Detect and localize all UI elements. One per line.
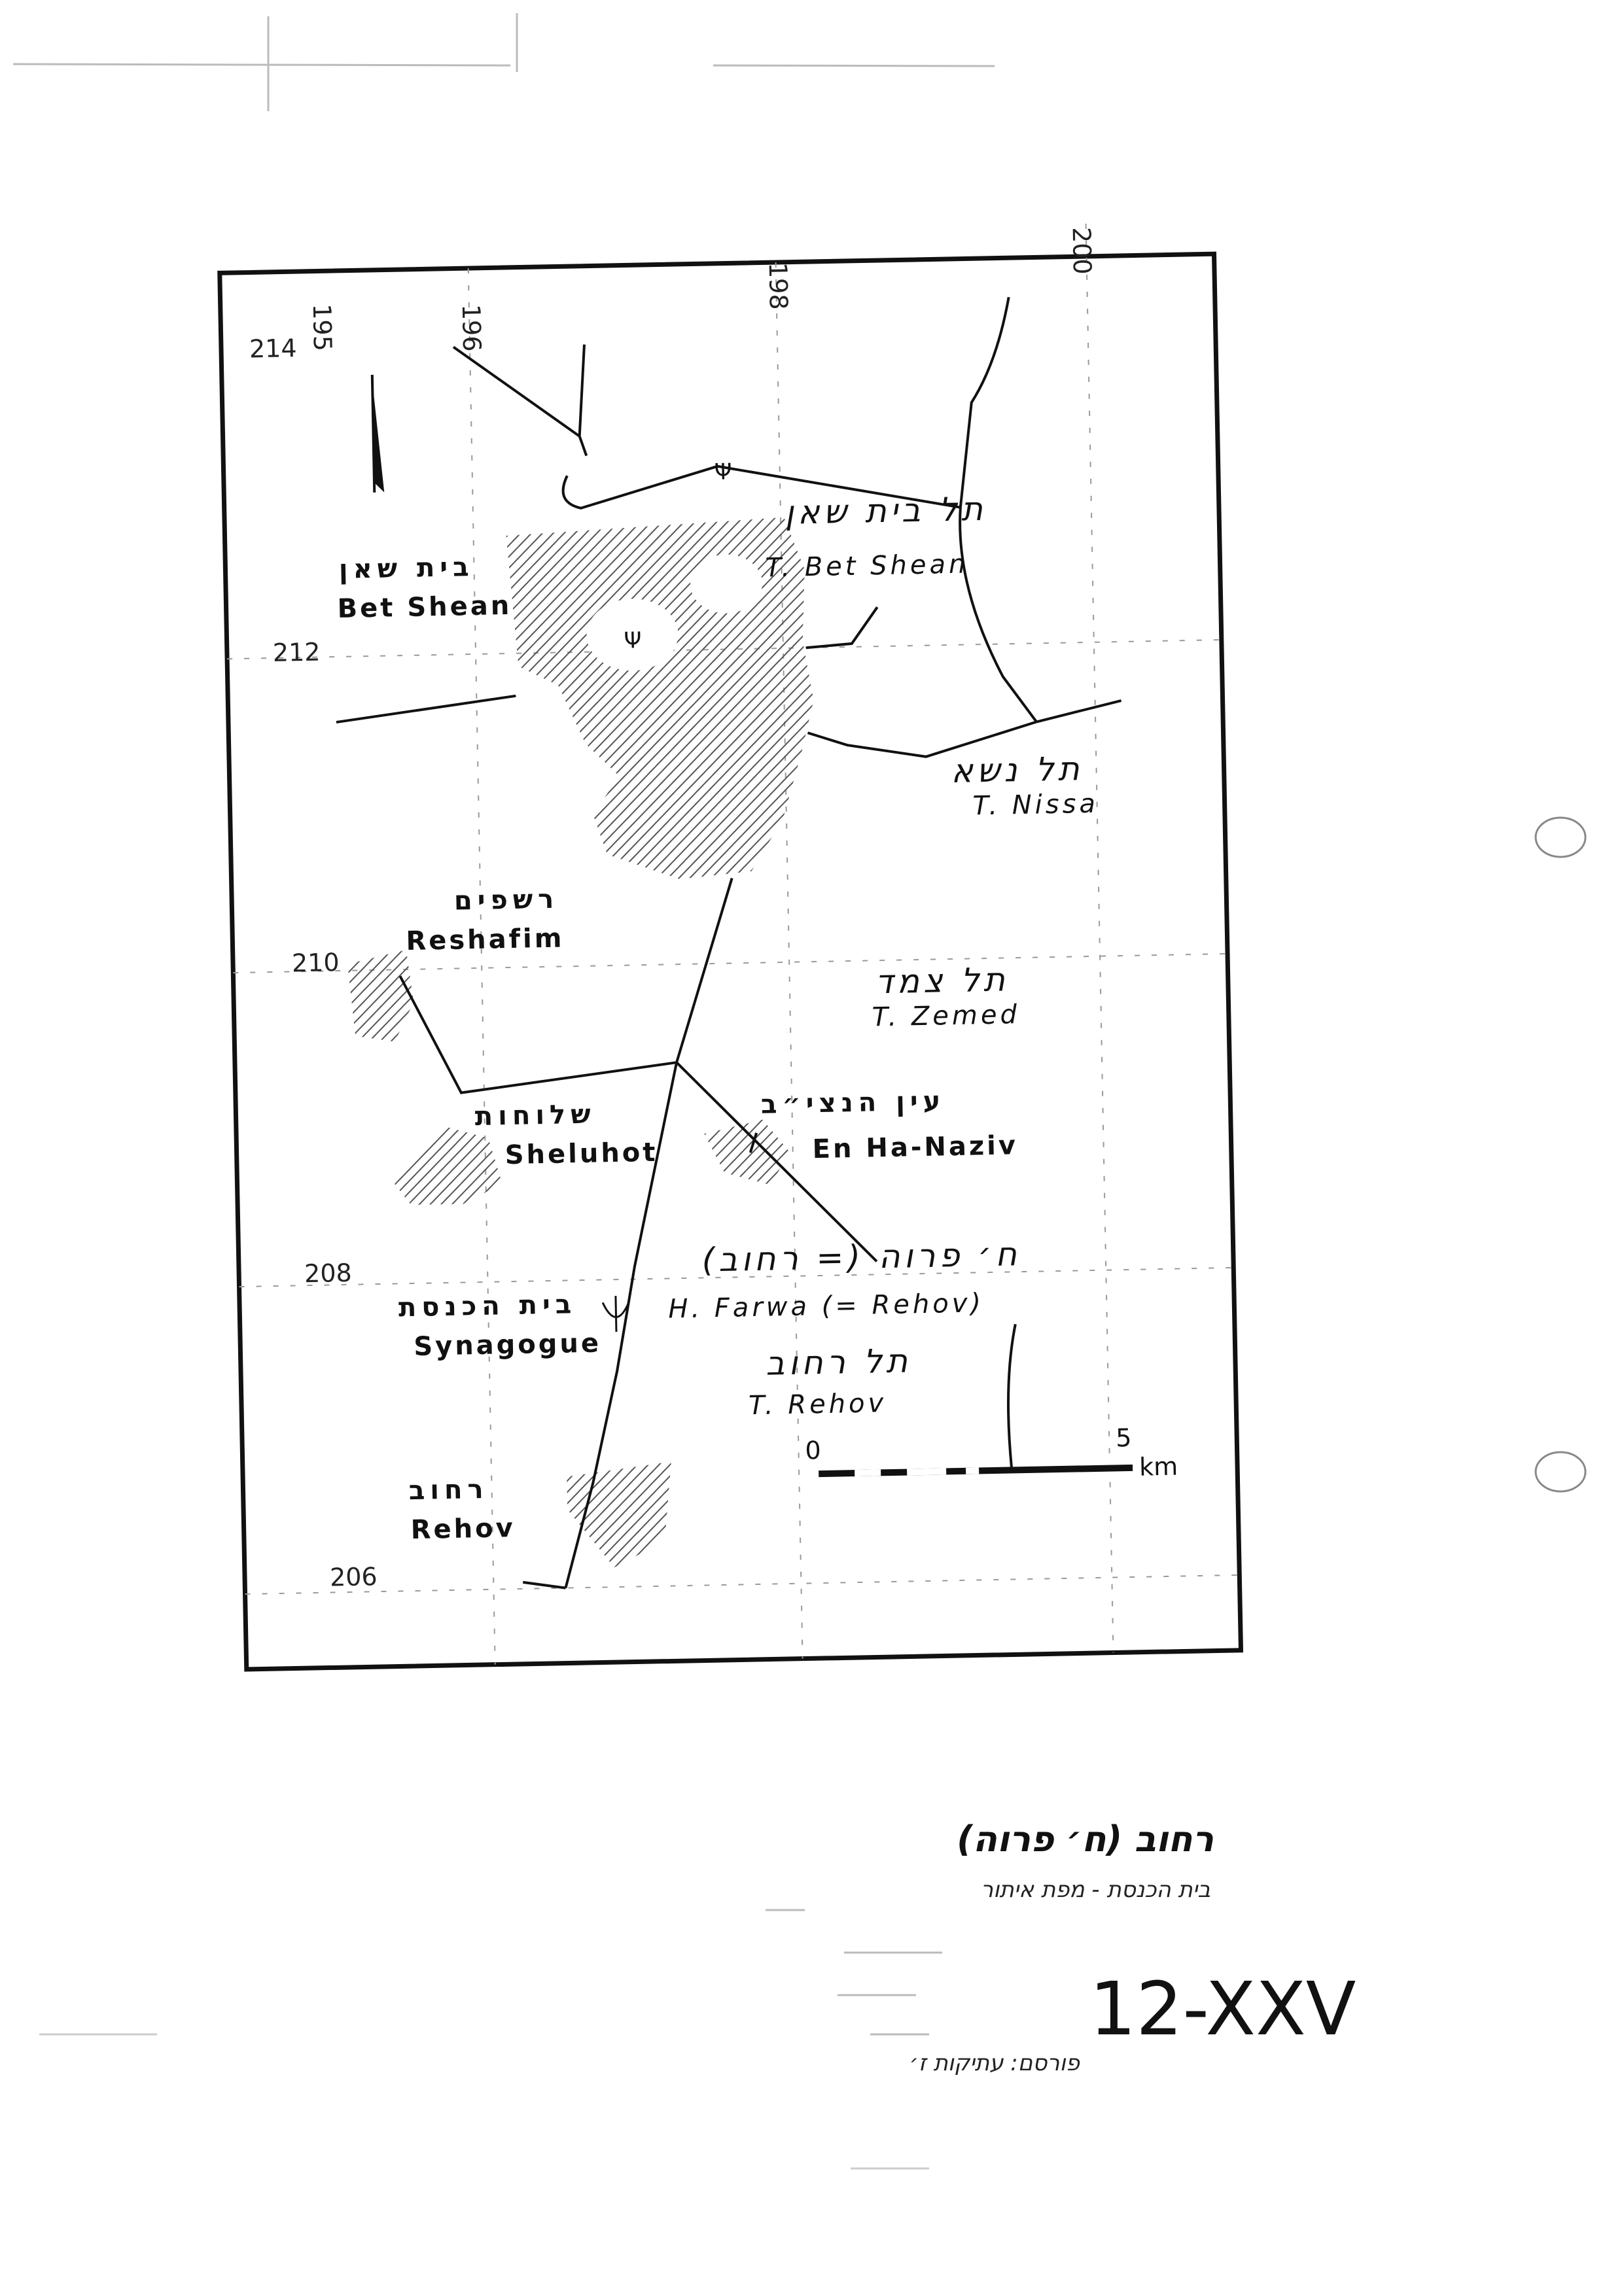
- grid-x-195: 195: [307, 303, 338, 352]
- tell-rehov-label-he: תל רחוב: [765, 1342, 912, 1383]
- caption-title: רחוב (ח׳ פרוה): [957, 1818, 1214, 1860]
- synagogue-label-en: Synagogue: [413, 1328, 602, 1362]
- tell-bet-shean-label-en: T. Bet Shean: [765, 549, 969, 583]
- en-ha-naziv-label-en: En Ha-Naziv: [812, 1130, 1019, 1165]
- punch-hole: [1536, 818, 1585, 857]
- reshafim-label-he: רשפים: [453, 884, 559, 916]
- grid-y-210: 210: [291, 948, 340, 978]
- sheluhot-label-he: שלוחות: [474, 1099, 597, 1132]
- sheluhot-area: [390, 1124, 503, 1205]
- en-ha-naziv-area: [704, 1119, 790, 1186]
- grid-y-208: 208: [304, 1258, 353, 1289]
- antiquity-symbol-icon: Ψ: [714, 459, 732, 485]
- grid-y-206: 206: [329, 1562, 378, 1592]
- caption-code: 12-XXV: [1089, 1967, 1356, 2052]
- tell-zemed-label-en: T. Zemed: [872, 1000, 1021, 1033]
- reshafim-area: [347, 950, 415, 1043]
- scale-bar: [805, 1423, 1178, 1488]
- antiquity-symbol-icon: Ψ: [624, 627, 642, 654]
- grid-x-200: 200: [1067, 226, 1097, 275]
- synagogue-label-he: בית הכנסת: [398, 1289, 577, 1323]
- archive-caption: [39, 1818, 1356, 2168]
- rehov-area: [567, 1461, 673, 1568]
- tell-nissa-label-en: T. Nissa: [972, 788, 1099, 822]
- grid-x-196: 196: [456, 304, 487, 352]
- scale-end: 5: [1115, 1423, 1132, 1453]
- scale-start: 0: [805, 1436, 822, 1465]
- tell-zemed-label-he: תל צמד: [875, 960, 1010, 1001]
- grid-x-198: 198: [763, 262, 794, 310]
- en-ha-naziv-label-he: עין הנצי״ב: [760, 1086, 946, 1120]
- bet-shean-label-he: בית שאן: [338, 551, 474, 585]
- tell-nissa-label-he: תל נשא: [951, 750, 1084, 791]
- scan-artifacts: [13, 13, 995, 111]
- scale-unit: km: [1139, 1452, 1178, 1482]
- map-frame-group: [219, 221, 1241, 1669]
- tell-farwa-label-en: H. Farwa (= Rehov): [667, 1288, 985, 1325]
- rehov-label-en: Rehov: [410, 1513, 516, 1546]
- tell-bet-shean-label-he: תל בית שאן: [784, 489, 987, 532]
- sheluhot-label-en: Sheluhot: [504, 1137, 658, 1171]
- rehov-label-he: רחוב: [408, 1474, 489, 1506]
- grid-y-212: 212: [272, 637, 321, 667]
- tell-farwa-label-he: ח׳ פרוה (= רחוב): [701, 1235, 1021, 1279]
- punch-hole: [1536, 1452, 1585, 1491]
- grid-y-214: 214: [249, 334, 297, 364]
- north-arrow-icon: [372, 375, 384, 493]
- tell-rehov-label-en: T. Rehov: [748, 1388, 887, 1421]
- caption-published: פורסם: עתיקות ז׳: [909, 2050, 1080, 2076]
- caption-subtitle: בית הכנסת - מפת איתור: [980, 1877, 1210, 1903]
- bet-shean-label-en: Bet Shean: [337, 590, 512, 625]
- reshafim-label-en: Reshafim: [406, 923, 565, 957]
